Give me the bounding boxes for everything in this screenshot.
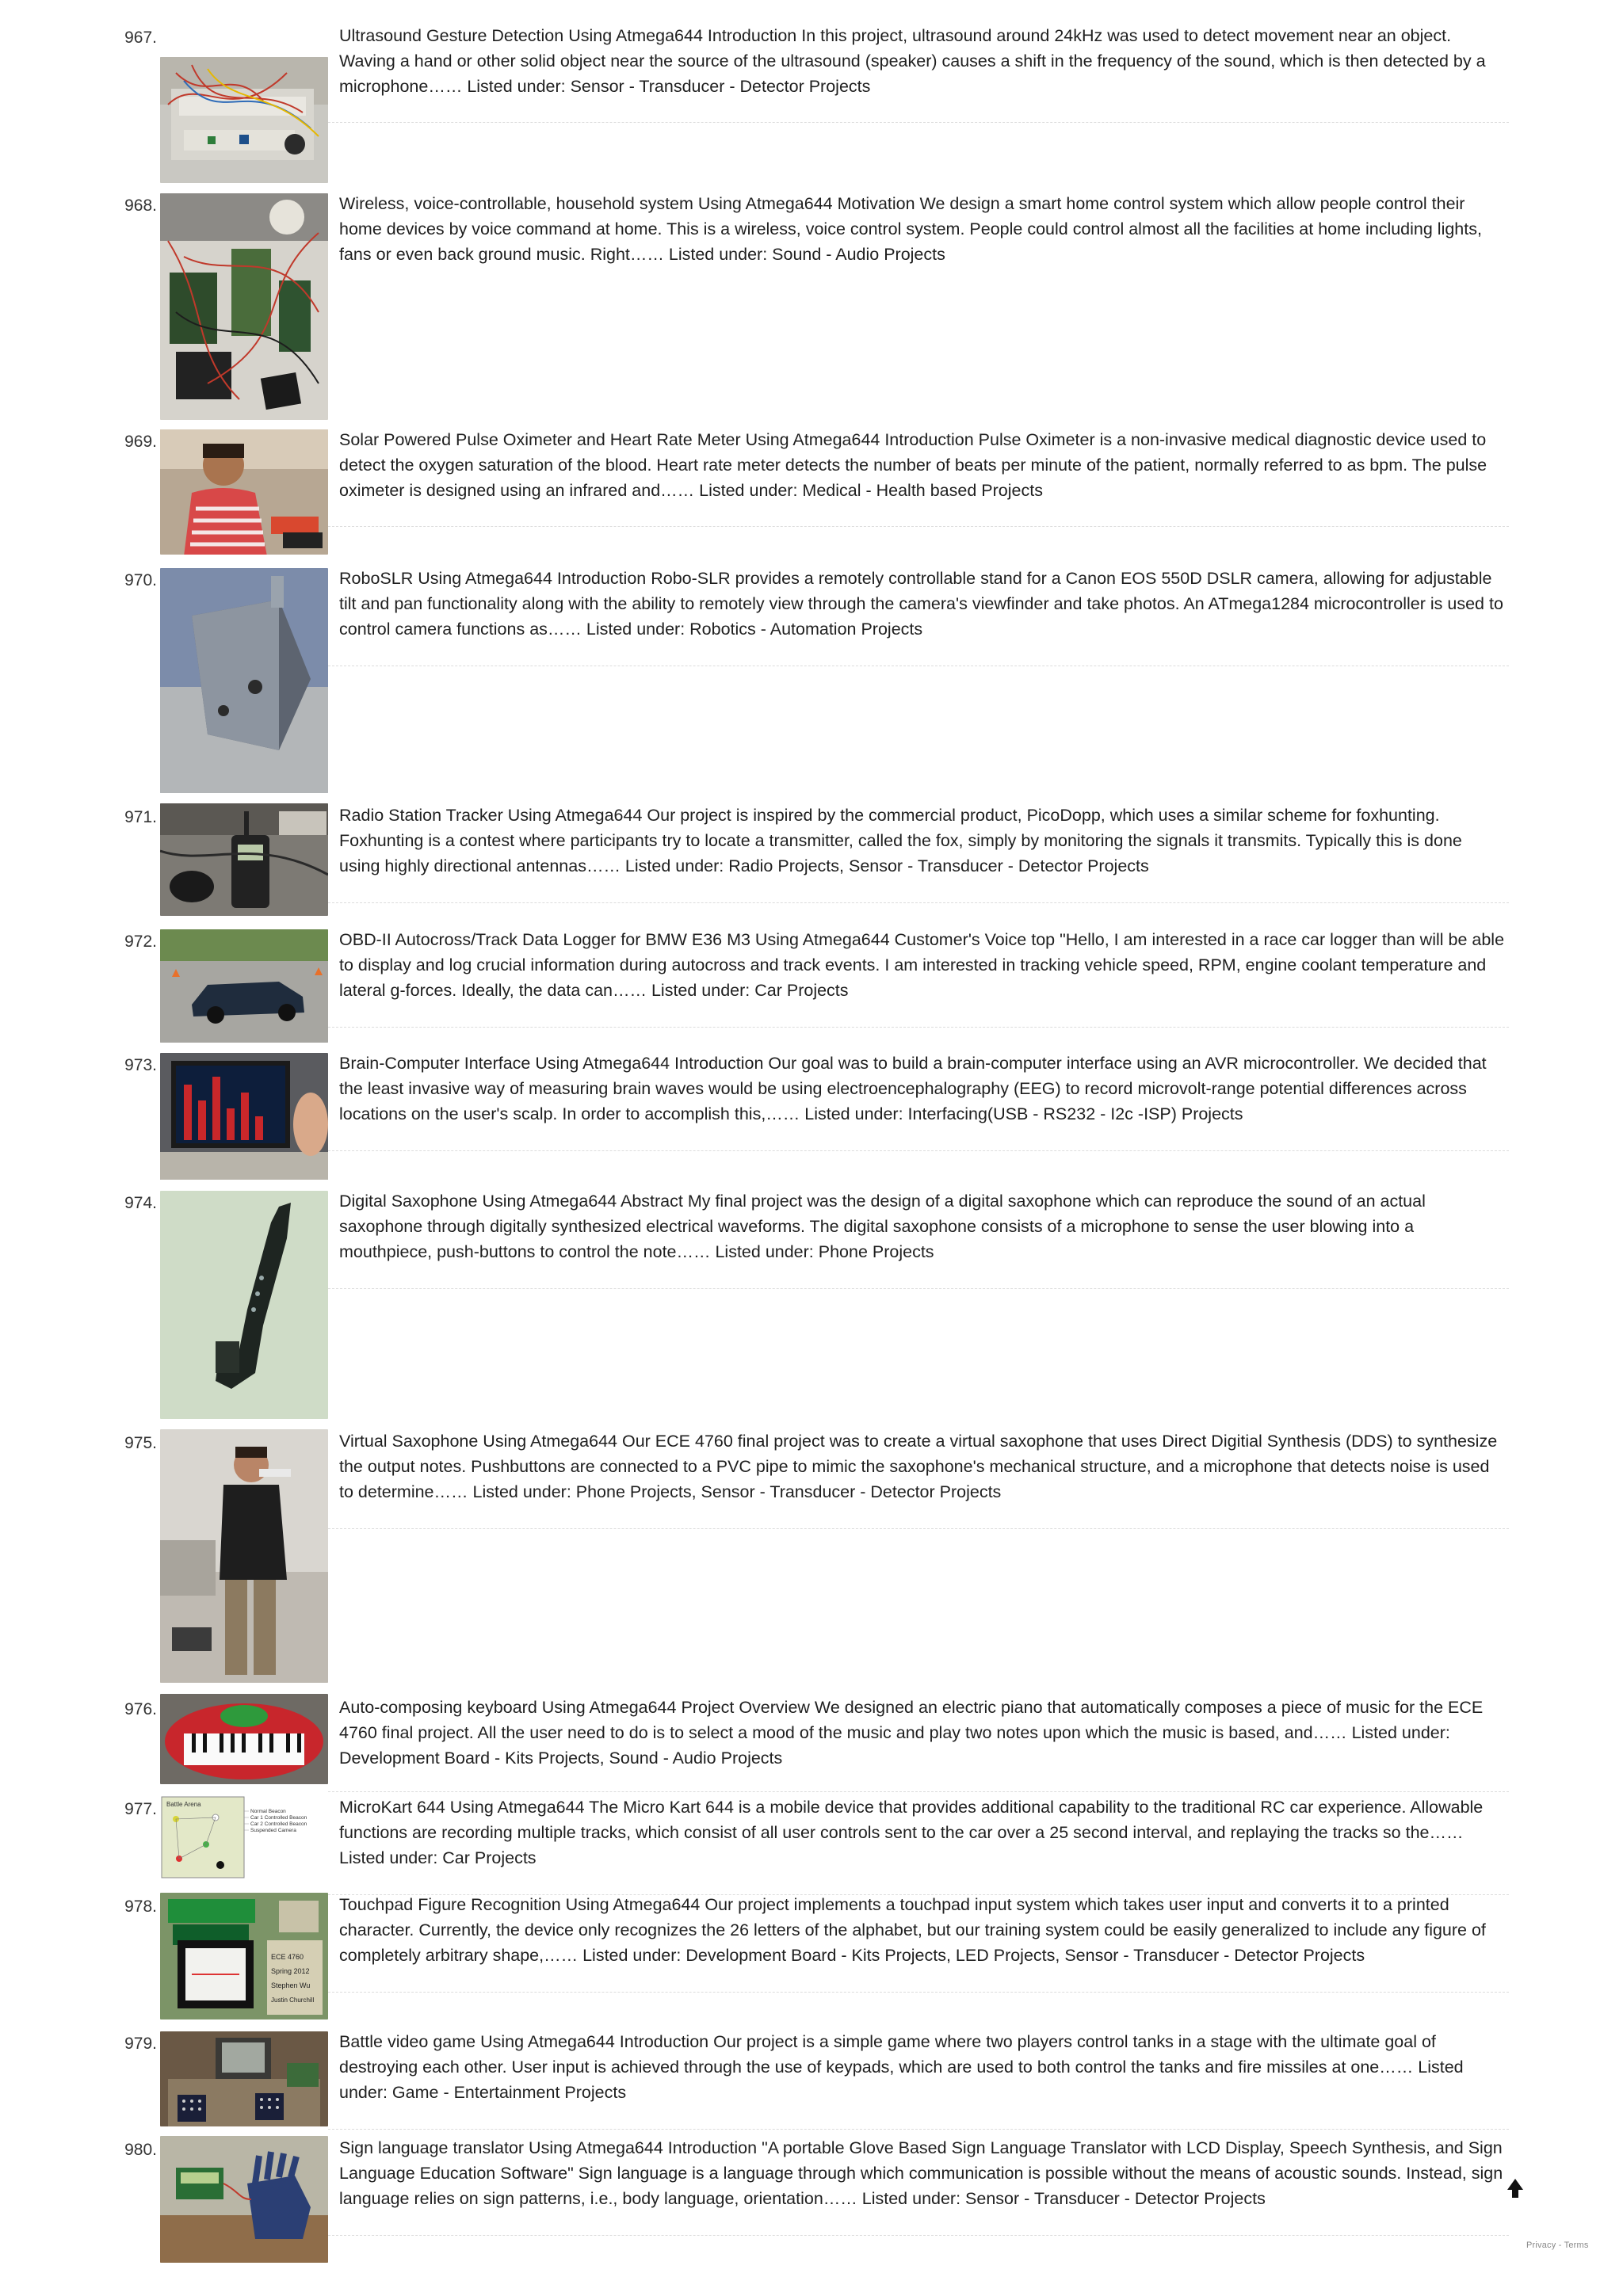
divider: [328, 902, 1509, 903]
list-item: [0, 780, 1623, 922]
legend-suspended-camera: Suspended Camera: [250, 1828, 296, 1833]
project-description[interactable]: Solar Powered Pulse Oximeter and Heart Rate Meter Using Atmega644 Introduction Pulse Oximeter is a non-invasive medical diagnostic device used to detect the oxygen saturation of the blood. Heart rate meter detects the number of beats per minute of the patient, normally referred to as bpm. The pulse oximeter is designed using an infrared and…… Listed under: Medical - Health based Projects: [339, 430, 1487, 500]
divider: [328, 2235, 1509, 2236]
item-number: 968.: [124, 196, 157, 215]
scroll-to-top-button[interactable]: [1503, 2174, 1528, 2204]
touchpad-label-author1: Stephen Wu: [271, 1981, 311, 1989]
list-item: [0, 0, 1623, 190]
item-number: 969.: [124, 433, 157, 451]
item-number: 979.: [124, 2035, 157, 2053]
list-item: [0, 904, 1623, 1039]
project-description[interactable]: Brain-Computer Interface Using Atmega644 Introduction Our goal was to build a brain-computer interface using an AVR microcontroller. We decided that the least invasive way of measuring brain waves would be using electroencephalography (EEG) to record microvolt-range potential differences across locations on the user's scalp. In order to accomplish this,…… Listed under: Interfacing(USB - RS232 - I2c -ISP) Projects: [339, 1054, 1487, 1123]
project-description[interactable]: Ultrasound Gesture Detection Using Atmega644 Introduction In this project, ultrasound around 24kHz was used to detect movement near an object. Waving a hand or other solid object near the source of the ultrasound (speaker) causes a shift in the frequency of the sound, which is then detected by a microphone…… Listed under: Sensor - Transducer - Detector Projects: [339, 26, 1486, 96]
item-number: 967.: [124, 29, 157, 47]
list-item: [0, 168, 1623, 429]
list-item: [0, 1405, 1623, 1691]
list-item: [0, 1028, 1623, 1186]
terms-link[interactable]: Terms: [1564, 2241, 1589, 2250]
item-number: 974.: [124, 1194, 157, 1212]
project-thumbnail[interactable]: [160, 929, 328, 1043]
project-description[interactable]: Touchpad Figure Recognition Using Atmega644 Our project implements a touchpad input system which takes user input and converts it to a printed character. Currently, the device only recognizes the 26 letters of the alphabet, but our training system could be easily generalized to include any figure of completely arbitrary shape,…… Listed under: Development Board - Kits Projects, LED Projects, Sensor - Transducer - Detector Projects: [339, 1895, 1486, 1965]
project-thumbnail[interactable]: [160, 1795, 328, 1879]
legend-normal-beacon: Normal Beacon: [250, 1809, 286, 1814]
project-thumbnail[interactable]: [160, 1191, 328, 1419]
project-thumbnail[interactable]: [160, 1694, 328, 1784]
project-thumbnail[interactable]: [160, 803, 328, 916]
project-description[interactable]: Auto-composing keyboard Using Atmega644 Project Overview We designed an electric piano that automatically composes a piece of music for the ECE 4760 final project. All the user need to do is to select a mood of the music and play two notes upon which the music is based, and…… Listed under: Development Board - Kits Projects, Sound - Audio Projects: [339, 1698, 1484, 1768]
project-description[interactable]: Virtual Saxophone Using Atmega644 Our ECE 4760 final project was to create a virtual saxophone that uses Direct Digitial Synthesis (DDS) to synthesize the output notes. Pushbuttons are connected to a PVC pipe to mimic the saxophone's mechanical structure, and a microphone that detects noise is used to determine…… Listed under: Phone Projects, Sensor - Transducer - Detector Projects: [339, 1432, 1498, 1501]
item-number: 980.: [124, 2141, 157, 2159]
project-description[interactable]: Digital Saxophone Using Atmega644 Abstract My final project was the design of a digital saxophone which can reproduce the sound of an actual saxophone through digitally synthesized electrical waveforms. The digital saxophone consists of a microphone to sense the user blowing into a mouthpiece, push-buttons to control the note…… Listed under: Phone Projects: [339, 1192, 1426, 1261]
item-number: 975.: [124, 1434, 157, 1452]
project-description[interactable]: Battle video game Using Atmega644 Introduction Our project is a simple game where two players control tanks in a stage with the ultimate goal of destroying each other. User input is achieved through the use of keypads, which are used to both control the tanks and fire missiles at one…… Listed under: Game - Entertainment Projects: [339, 2032, 1464, 2102]
list-item: [0, 404, 1623, 563]
project-thumbnail[interactable]: [160, 1053, 328, 1180]
legend-car1-beacon: Car 1 Controlled Beacon: [250, 1815, 307, 1821]
list-item: [0, 543, 1623, 804]
divider: [328, 1288, 1509, 1289]
project-thumbnail[interactable]: [160, 429, 328, 555]
divider: [328, 1528, 1509, 1529]
recaptcha-footer: [1526, 2241, 1589, 2250]
divider: [328, 122, 1509, 123]
list-item: [0, 1869, 1623, 2027]
item-number: 977.: [124, 1800, 157, 1818]
item-number: 978.: [124, 1897, 157, 1916]
project-description[interactable]: Sign language translator Using Atmega644 Introduction "A portable Glove Based Sign Language Translator with LCD Display, Speech Synthesis, and Sign Language Education Software" Sign language is a language through which communication is possible without the means of acoustic sounds. Instead, sign language relies on sign patterns, i.e., body language, orientation…… Listed under: Sensor - Transducer - Detector Projects: [339, 2138, 1503, 2208]
project-description[interactable]: OBD-II Autocross/Track Data Logger for BMW E36 M3 Using Atmega644 Customer's Voice top "Hello, I am interested in a race car logger than will be able to display and log crucial information during autocross and track events. I am interested in tracking vehicle speed, RPM, engine coolant temperature and lateral g-forces. Ideally, the data can…… Listed under: Car Projects: [339, 930, 1505, 1000]
project-description[interactable]: Radio Station Tracker Using Atmega644 Our project is inspired by the commercial product, PicoDopp, which uses a similar scheme for foxhunting. Foxhunting is a contest where participants try to locate a transmitter, called the fox, simply by monitoring the signals it transmits. Typically this is done using highly directional antennas…… Listed under: Radio Projects, Sensor - Transducer - Detector Projects: [339, 806, 1462, 875]
privacy-link[interactable]: Privacy: [1526, 2241, 1556, 2250]
divider: [328, 1992, 1509, 1993]
item-number: 970.: [124, 571, 157, 589]
list-item: [0, 1165, 1623, 1427]
touchpad-label-course: ECE 4760: [271, 1953, 304, 1961]
list-item: [0, 2112, 1623, 2296]
touchpad-label-author2: Justin Churchill: [271, 1997, 315, 2004]
divider: [328, 1150, 1509, 1151]
touchpad-label-term: Spring 2012: [271, 1967, 310, 1975]
project-thumbnail[interactable]: [160, 193, 328, 420]
project-thumbnail[interactable]: [160, 1429, 328, 1683]
project-description[interactable]: Wireless, voice-controllable, household system Using Atmega644 Motivation We design a smart home control system which allow people control their home devices by voice command at home. This is a wireless, voice control system. People could control almost all the facilities at home including lights, fans or even back ground music. Right…… Listed under: Sound - Audio Projects: [339, 194, 1482, 264]
diagram-title: Battle Arena: [166, 1801, 201, 1808]
item-number: 972.: [124, 933, 157, 951]
item-number: 973.: [124, 1056, 157, 1074]
project-thumbnail[interactable]: [160, 2136, 328, 2263]
item-number: 976.: [124, 1700, 157, 1718]
project-thumbnail[interactable]: [160, 568, 328, 793]
project-thumbnail[interactable]: [160, 1893, 328, 2019]
project-description[interactable]: MicroKart 644 Using Atmega644 The Micro Kart 644 is a mobile device that provides additional capability to the traditional RC car experience. Allowable functions are recording multiple tracks, which consist of all user controls sent to the car over a 25 second interval, and replaying the tracks so the…… Listed under: Car Projects: [339, 1798, 1484, 1867]
project-thumbnail[interactable]: [160, 57, 328, 183]
project-description[interactable]: RoboSLR Using Atmega644 Introduction Robo-SLR provides a remotely controllable stand for a Canon EOS 550D DSLR camera, allowing for adjustable tilt and pan functionality along with the ability to remotely view through the camera's viewfinder and take photos. An ATmega1284 microcontroller is used to control camera functions as…… Listed under: Robotics - Automation Projects: [339, 569, 1503, 639]
legend-car2-beacon: Car 2 Controlled Beacon: [250, 1821, 307, 1827]
footer-separator: -: [1556, 2241, 1564, 2250]
divider: [328, 526, 1509, 527]
arrow-up-icon: [1503, 2174, 1528, 2204]
item-number: 971.: [124, 808, 157, 826]
